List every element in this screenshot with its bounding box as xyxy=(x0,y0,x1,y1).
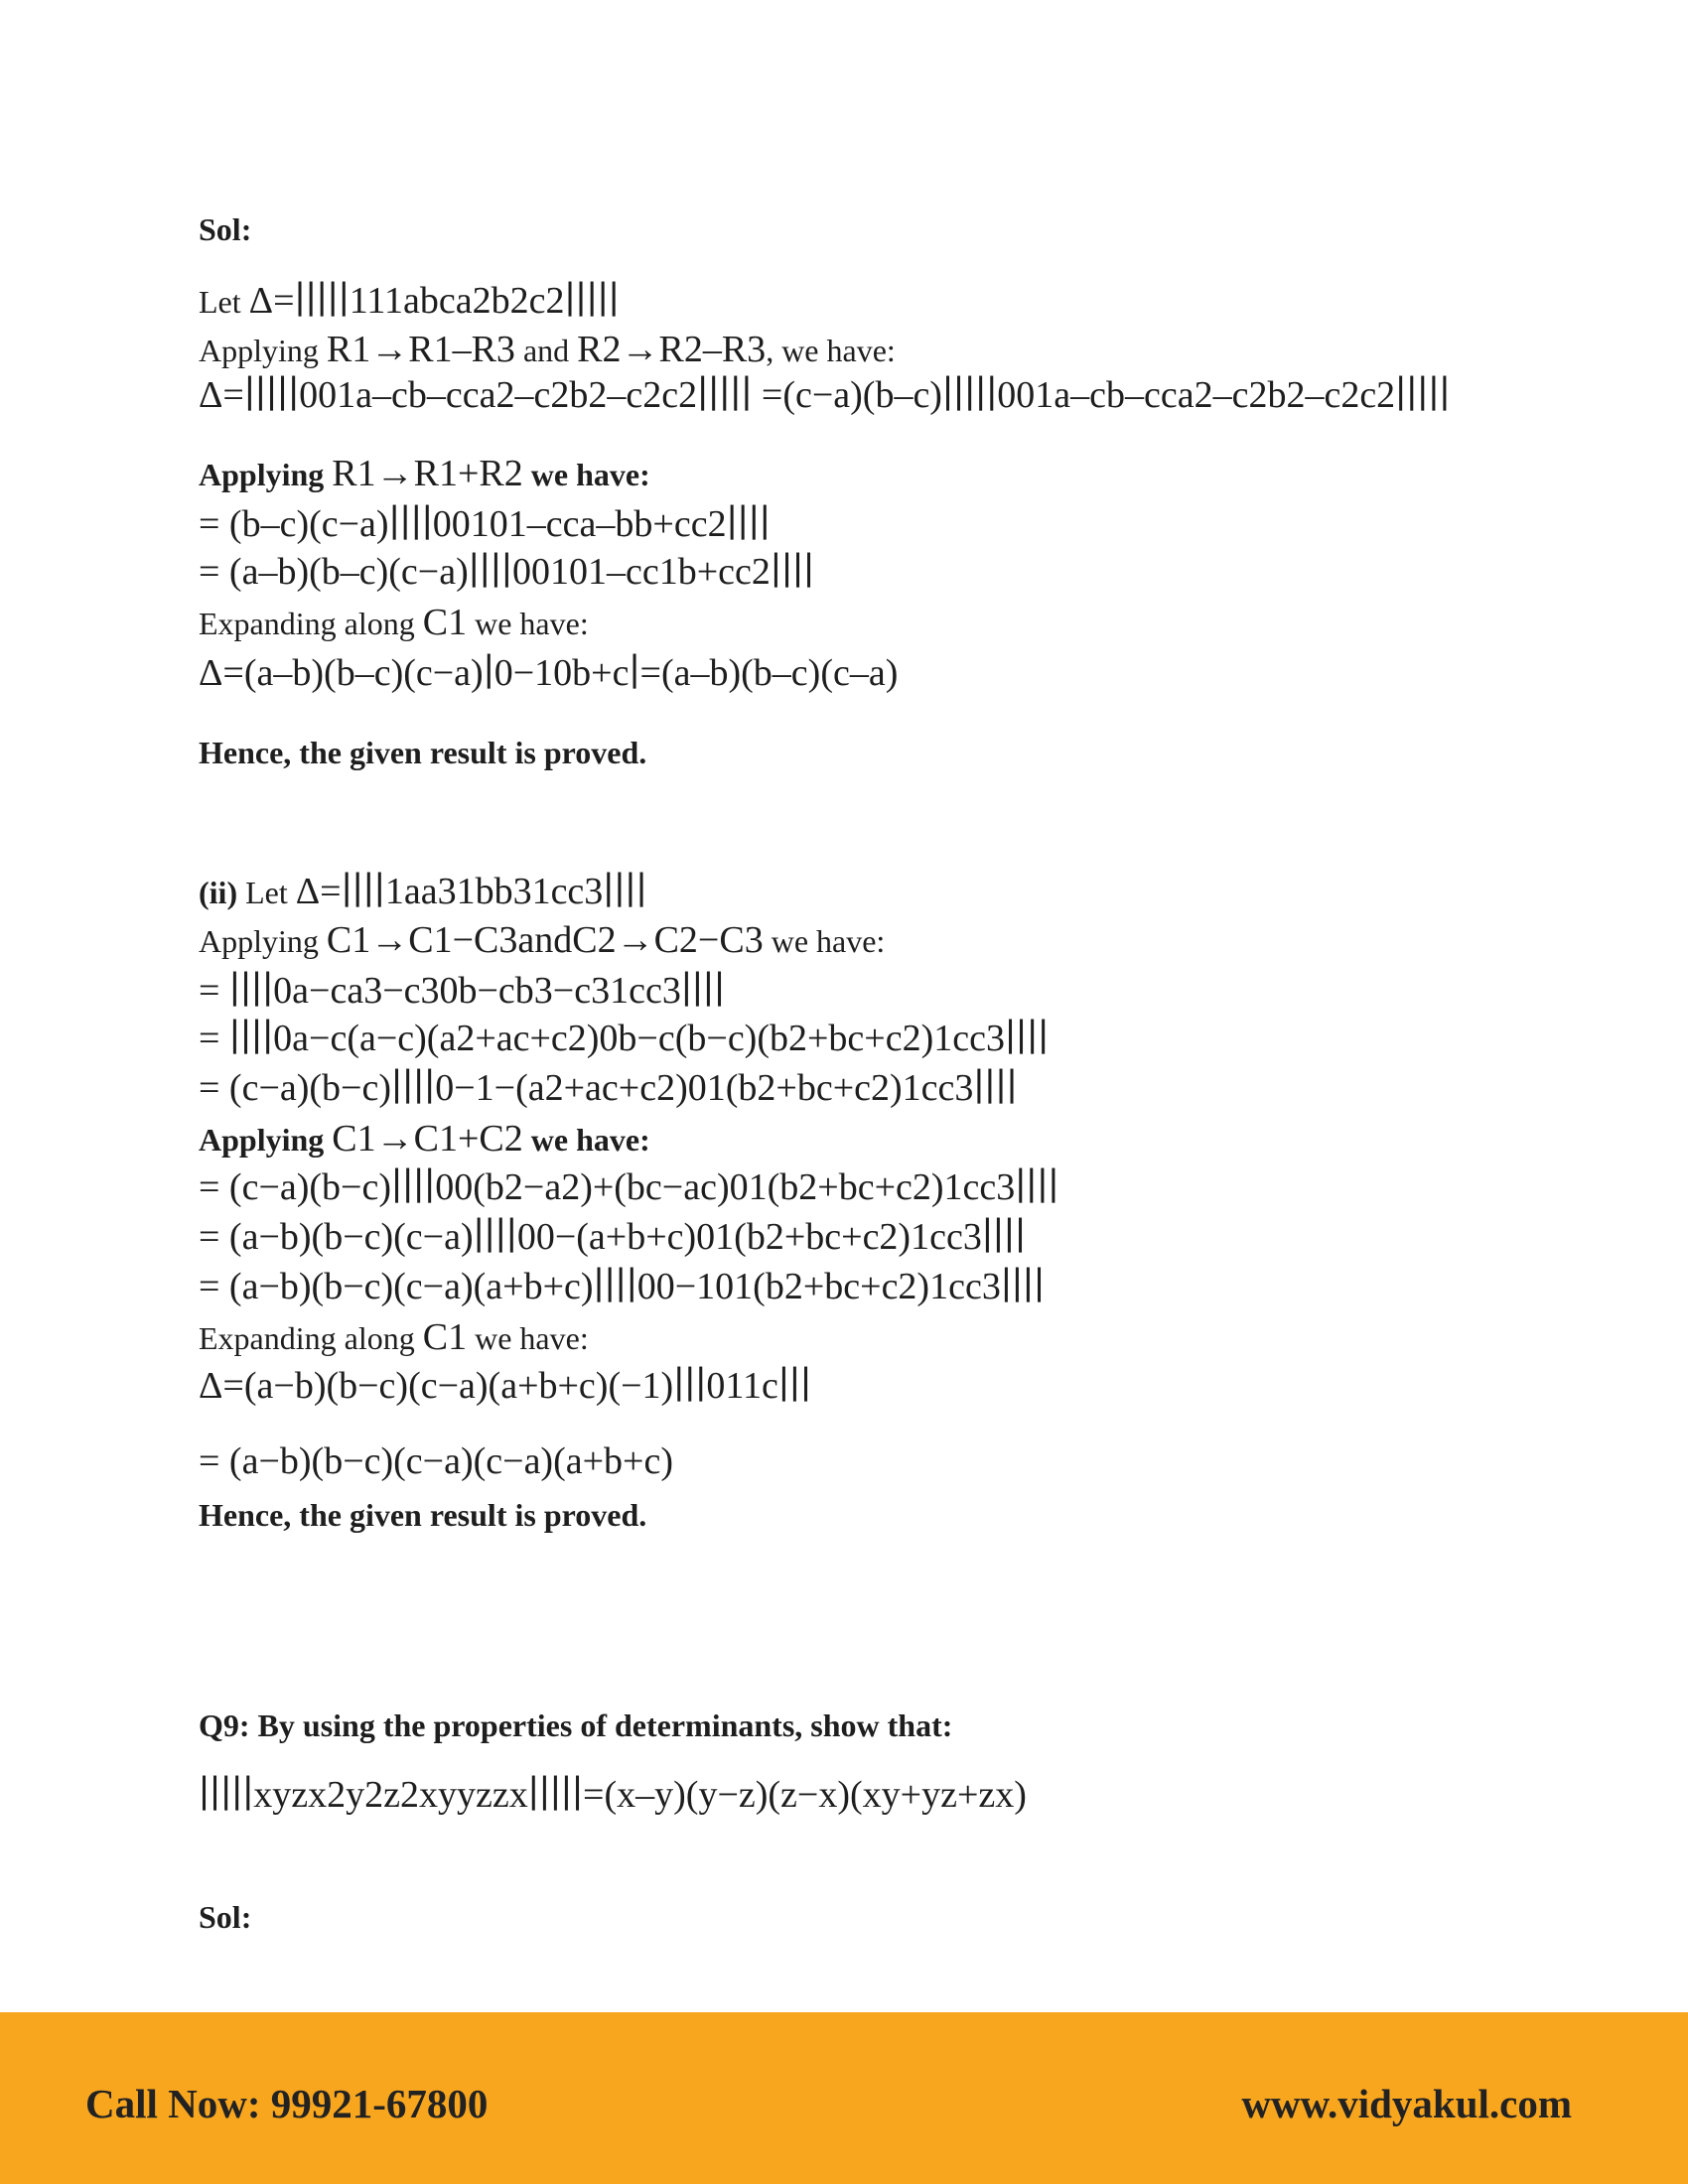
column-operation: C1→C1−C3andC2→C2−C3 xyxy=(326,919,764,961)
applying-label: Applying xyxy=(199,457,333,492)
row-operation-2: R2→R2–R3 xyxy=(577,329,767,370)
we-have-label: we have: xyxy=(763,923,886,959)
we-have-label: we have: xyxy=(467,606,589,641)
sol-heading: Sol: xyxy=(199,211,252,247)
let-delta-line xyxy=(199,278,620,323)
applying-c1-line xyxy=(199,1117,650,1160)
let-label: Let xyxy=(199,284,249,320)
part-ii-let-line xyxy=(199,869,647,913)
delta-determinant: Δ=∣∣∣∣∣111abca2b2c2∣∣∣∣∣ xyxy=(248,280,620,322)
column-c1: C1 xyxy=(422,1316,468,1358)
we-have-label: we have: xyxy=(467,1320,589,1356)
hence-proved: Hence, the given result is proved. xyxy=(199,735,647,770)
we-have-label: we have: xyxy=(522,1122,650,1158)
equation-line: = (c−a)(b−c)∣∣∣∣0−1−(a2+ac+c2)01(b2+bc+c2)1cc3∣∣∣∣ xyxy=(199,1067,1018,1109)
applying-label: Applying xyxy=(199,333,327,368)
equation-line: Δ=(a–b)(b–c)(c−a)∣0−10b+c∣=(a–b)(b–c)(c–a) xyxy=(199,652,899,694)
we-have-label: , we have: xyxy=(766,333,896,368)
applying-columns-line xyxy=(199,918,885,962)
column-c1: C1 xyxy=(422,602,468,643)
question-title: Q9: By using the properties of determinants, show that: xyxy=(199,1707,953,1743)
sol-heading: Sol: xyxy=(199,1899,252,1935)
applying-rows-line xyxy=(199,328,896,371)
equation-line: Δ=(a−b)(b−c)(c−a)(a+b+c)(−1)∣∣∣011c∣∣∣ xyxy=(199,1365,811,1407)
question-equation: ∣∣∣∣∣xyzx2y2z2xyyzzx∣∣∣∣∣=(x–y)(y−z)(z−x)(xy+yz+zx) xyxy=(199,1774,1027,1816)
equation-line: = ∣∣∣∣0a−ca3−c30b−cb3−c31cc3∣∣∣∣ xyxy=(199,970,726,1012)
equation-line: = (a−b)(b−c)(c−a)(c−a)(a+b+c) xyxy=(199,1440,673,1482)
expanding-line xyxy=(199,601,589,644)
applying-label: Applying xyxy=(199,1122,333,1158)
equation-line: = (a–b)(b–c)(c−a)∣∣∣∣00101–cc1b+cc2∣∣∣∣ xyxy=(199,551,815,593)
equation-line: = (c−a)(b−c)∣∣∣∣00(b2−a2)+(bc−ac)01(b2+bc+c2)1cc3∣∣∣∣ xyxy=(199,1166,1059,1208)
let-label: Let xyxy=(237,875,296,910)
equation-line: = ∣∣∣∣0a−c(a−c)(a2+ac+c2)0b−c(b−c)(b2+bc+c2)1cc3∣∣∣∣ xyxy=(199,1018,1050,1059)
column-operation: C1→C1+C2 xyxy=(332,1118,523,1160)
part-label: (ii) xyxy=(199,875,238,910)
row-operation-1: R1→R1–R3 xyxy=(326,329,515,370)
row-operation: R1→R1+R2 xyxy=(332,453,523,494)
expanding-line xyxy=(199,1315,589,1359)
equation-line: = (a−b)(b−c)(c−a)∣∣∣∣00−(a+b+c)01(b2+bc+c2)1cc3∣∣∣∣ xyxy=(199,1216,1027,1258)
applying-r1-line xyxy=(199,452,650,495)
equation-line: = (b–c)(c−a)∣∣∣∣00101–cca–bb+cc2∣∣∣∣ xyxy=(199,503,771,545)
footer-banner xyxy=(0,2012,1688,2184)
website-link[interactable]: www.vidyakul.com xyxy=(1241,2081,1572,2126)
and-label: and xyxy=(514,333,578,368)
expanding-label: Expanding along xyxy=(199,606,423,641)
hence-proved: Hence, the given result is proved. xyxy=(199,1497,647,1533)
delta-determinant: Δ=∣∣∣∣1aa31bb31cc3∣∣∣∣ xyxy=(295,871,647,912)
equation-line: = (a−b)(b−c)(c−a)(a+b+c)∣∣∣∣00−101(b2+bc+c2)1cc3∣∣∣∣ xyxy=(199,1266,1046,1307)
equation-line: Δ=∣∣∣∣∣001a–cb–cca2–c2b2–c2c2∣∣∣∣∣ =(c−a)(b–c)∣∣∣∣∣001a–cb–cca2–c2b2–c2c2∣∣∣∣∣ xyxy=(199,374,1451,416)
we-have-label: we have: xyxy=(522,457,650,492)
applying-label: Applying xyxy=(199,923,327,959)
call-now-text[interactable]: Call Now: 99921-67800 xyxy=(85,2081,489,2126)
expanding-label: Expanding along xyxy=(199,1320,423,1356)
